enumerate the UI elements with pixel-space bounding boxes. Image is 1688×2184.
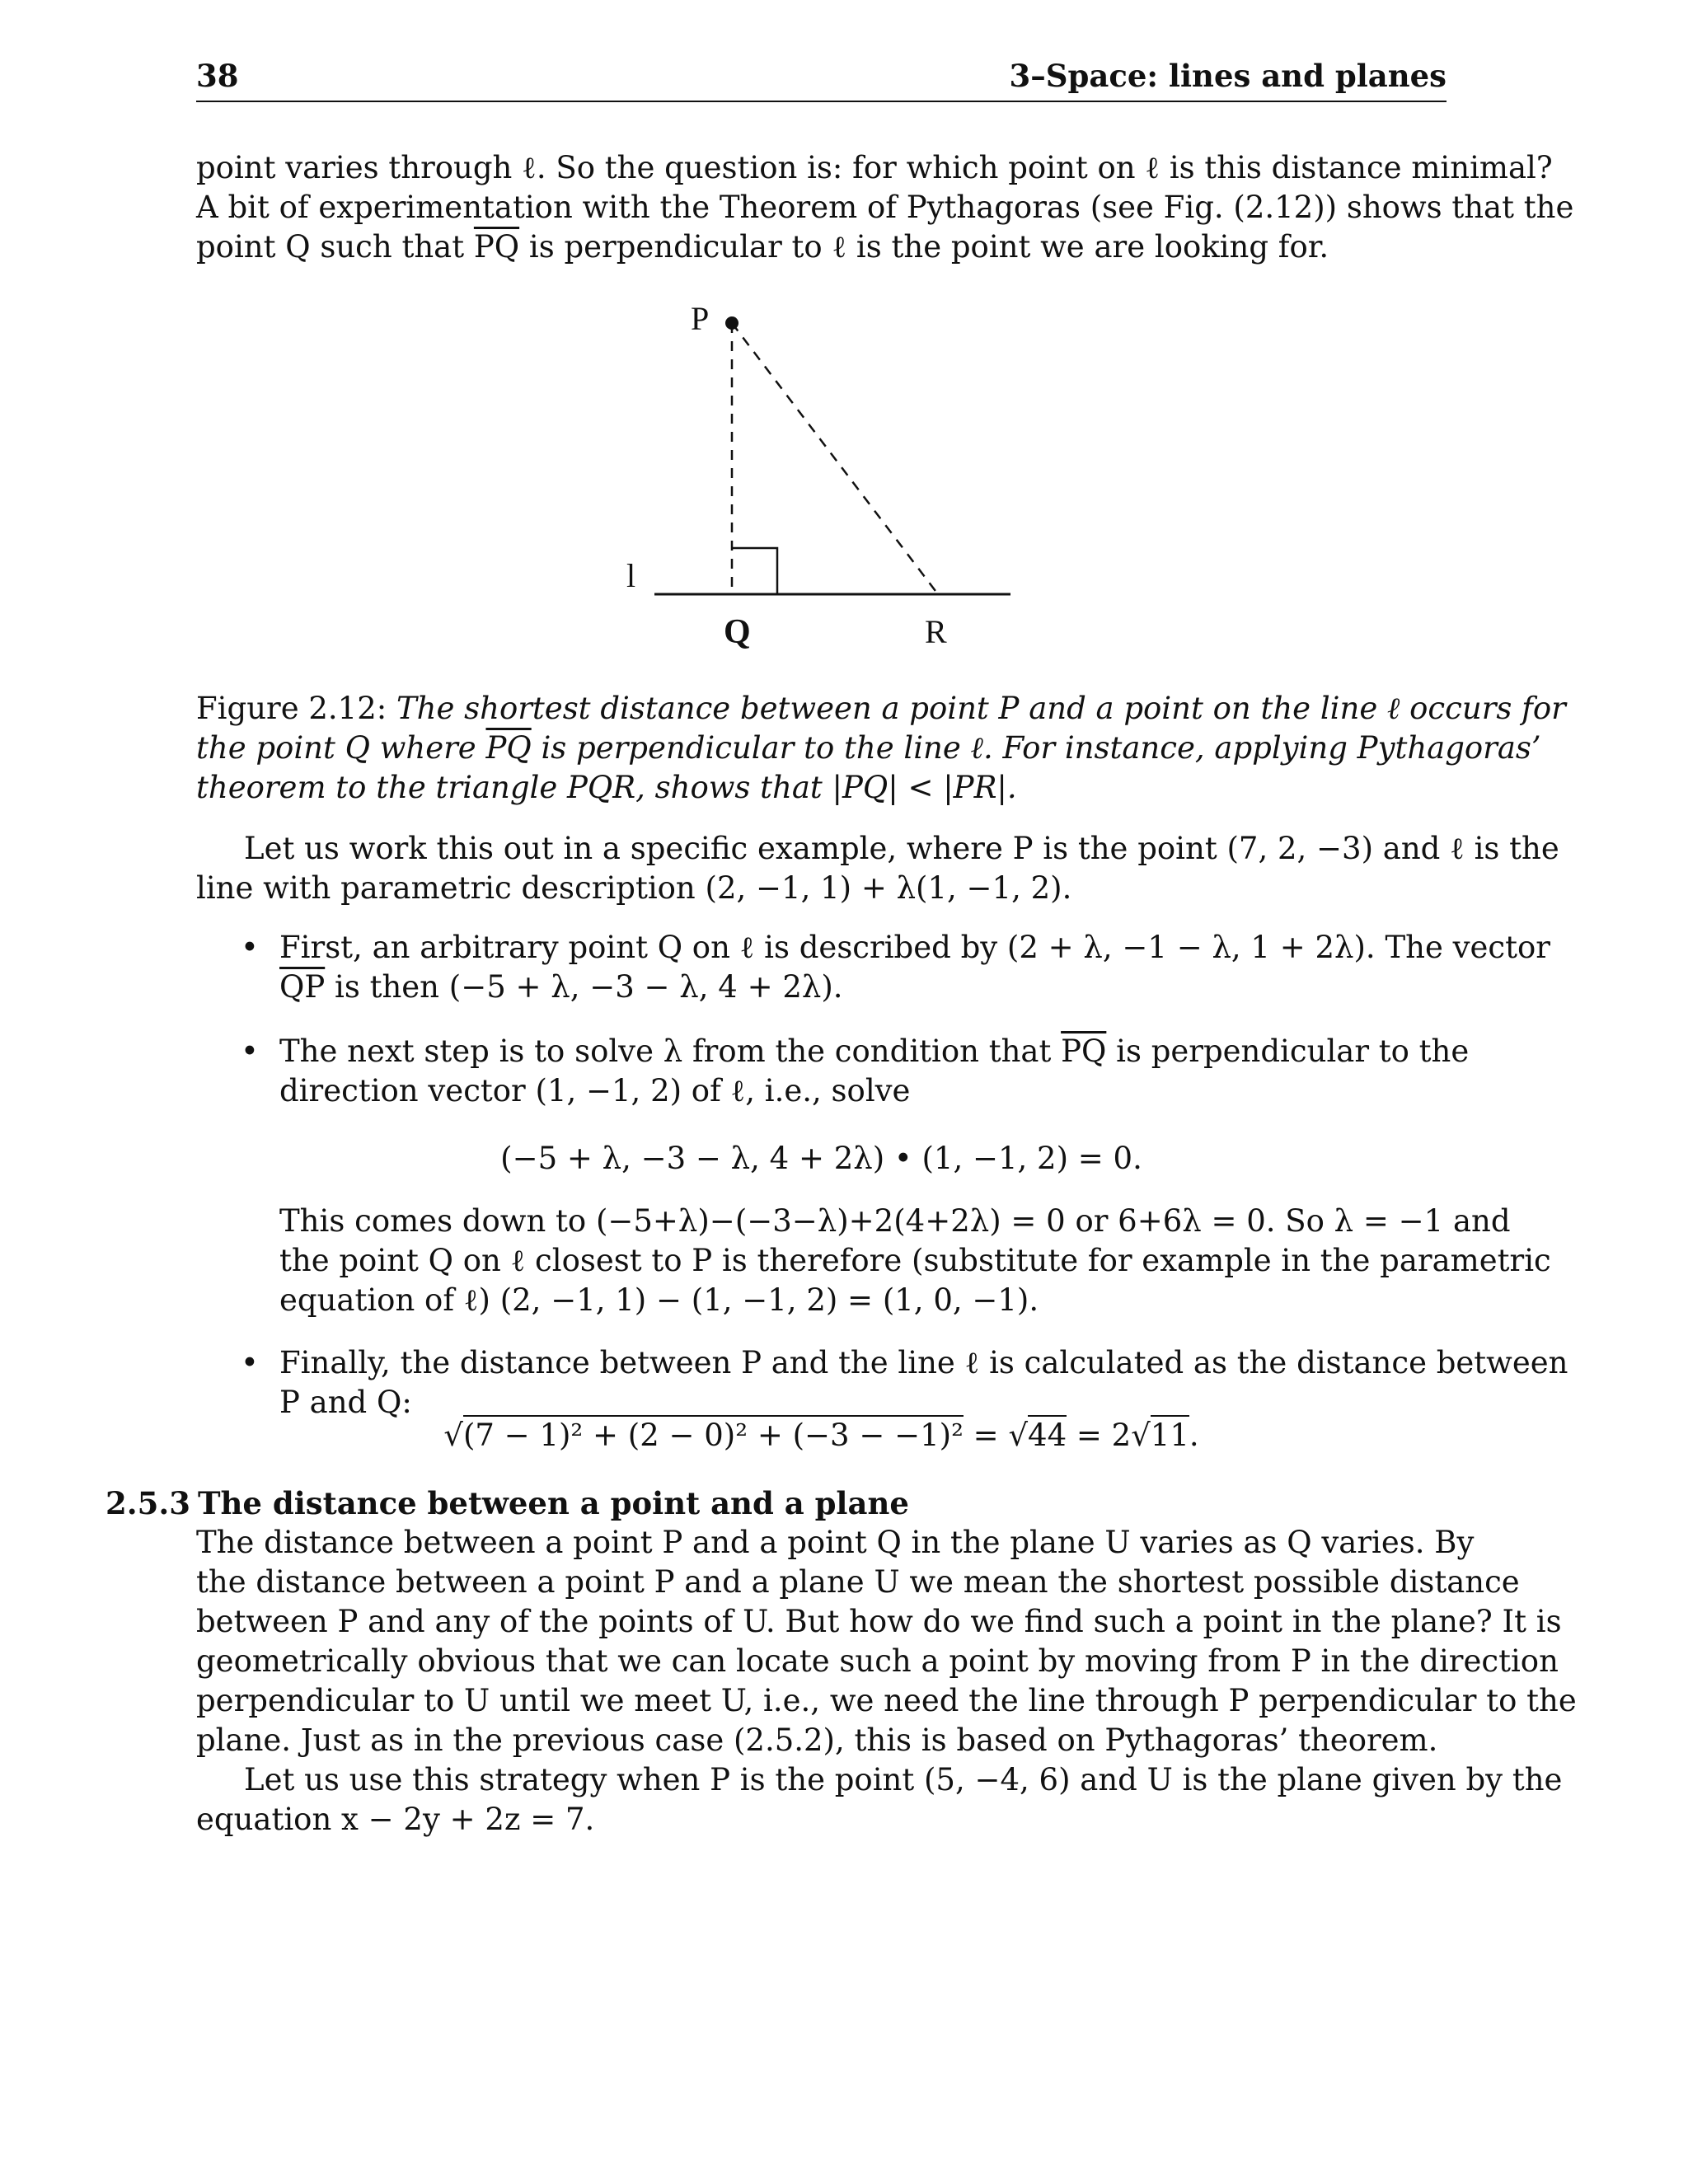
equation-text: = √ <box>963 1418 1029 1453</box>
section-line: the distance between a point P and a plane U we mean the shortest possible distance <box>196 1564 1520 1600</box>
section-line: perpendicular to U until we meet U, i.e., we need the line through P perpendicular to the <box>196 1683 1577 1718</box>
caption-text: The shortest distance between a point P and a point on the line ℓ occurs for <box>396 691 1566 726</box>
caption-text: the point Q where <box>196 730 486 766</box>
bullet-2-after-1: This comes down to (−5+λ)−(−3−λ)+2(4+2λ) = 0 or 6+6λ = 0. So λ = −1 and <box>279 1203 1511 1239</box>
right-angle-marker <box>732 548 777 594</box>
point-p <box>725 316 738 330</box>
caption-label: Figure 2.12: <box>196 691 387 726</box>
running-header <box>196 54 1447 102</box>
figure-2-12 <box>608 297 1070 668</box>
equation-text: = 2√ <box>1067 1418 1151 1453</box>
intro-text: is perpendicular to ℓ is the point we are looking for. <box>519 229 1329 265</box>
bullet-1-line-2 <box>279 968 1447 1007</box>
example-paragraph <box>196 829 1559 908</box>
sqrt-radicand: 11 <box>1151 1415 1189 1453</box>
label-q: Q <box>724 613 751 651</box>
segment-pq: $\overline{PQ}$ <box>473 229 520 265</box>
bullet-2-line-2: direction vector (1, −1, 2) of ℓ, i.e., solve <box>279 1073 911 1108</box>
section-line: between P and any of the points of U. But how do we find such a point in the plane? It is <box>196 1604 1562 1639</box>
bullet-text: The next step is to solve λ from the condition that <box>279 1033 1062 1069</box>
sqrt-radicand: 44 <box>1028 1415 1067 1453</box>
intro-line-3 <box>196 227 1447 267</box>
bullet-2-after-2: the point Q on ℓ closest to P is therefore (substitute for example in the parametric <box>279 1243 1551 1278</box>
example-line-1: Let us work this out in a specific example, where P is the point (7, 2, −3) and ℓ is the <box>244 831 1559 866</box>
caption-line-2 <box>196 729 1541 768</box>
intro-paragraph <box>196 148 1574 267</box>
intro-text: point Q such that <box>196 229 474 265</box>
section-title: The distance between a point and a plane <box>198 1485 909 1521</box>
section-paragraph-2 <box>196 1760 1563 1840</box>
bullet-2-line-1 <box>279 1032 1470 1071</box>
intro-line-2: A bit of experimentation with the Theorem of Pythagoras (see Fig. (2.12)) shows that the <box>196 190 1574 225</box>
intro-line-1: point varies through ℓ. So the question is: for which point on ℓ is this distance minimal? <box>196 150 1553 185</box>
segment-pr-dashed <box>732 323 938 594</box>
sqrt-radicand: (7 − 1)² + (2 − 0)² + (−3 − −1)² <box>463 1415 964 1453</box>
section-heading <box>106 1483 909 1523</box>
bullet-text <box>279 928 1550 1007</box>
bullet-text <box>279 1343 1568 1422</box>
label-p: P <box>691 300 710 337</box>
distance-equation <box>196 1416 1447 1455</box>
bullet-item-3 <box>241 1343 1568 1426</box>
section-line: Let us use this strategy when P is the point (5, −4, 6) and U is the plane given by the <box>244 1762 1563 1797</box>
bullet-text <box>279 1032 1470 1111</box>
bullet-1-line-1: First, an arbitrary point Q on ℓ is described by (2 + λ, −1 − λ, 1 + 2λ). The vector <box>279 930 1550 965</box>
label-r: R <box>925 613 947 650</box>
equation-text: . <box>1189 1418 1199 1453</box>
caption-line-3: theorem to the triangle PQR, shows that |PQ| < |PR|. <box>196 770 1017 805</box>
chapter-title: 3–Space: lines and planes <box>1009 58 1447 94</box>
sqrt-symbol: √ <box>443 1418 463 1453</box>
section-line: equation x − 2y + 2z = 7. <box>196 1802 595 1837</box>
vector-qp: $\overline{QP}$ <box>279 969 326 1005</box>
section-number: 2.5.3 <box>106 1485 190 1521</box>
segment-pq: $\overline{PQ}$ <box>485 730 532 766</box>
caption-line-1 <box>196 689 1566 729</box>
bullet-2-continuation <box>241 1202 1551 1325</box>
caption-text: is perpendicular to the line ℓ. For instance, applying Pythagoras’ <box>531 730 1541 766</box>
page-number: 38 <box>196 58 239 94</box>
bullet-marker: • <box>241 1345 259 1380</box>
bullet-3-line-2: P and Q: <box>279 1385 412 1420</box>
section-line: geometrically obvious that we can locate such a point by moving from P in the direction <box>196 1643 1559 1679</box>
bullet-marker: • <box>241 1033 259 1069</box>
bullet-marker: • <box>241 930 259 965</box>
bullet-2-after-3: equation of ℓ) (2, −1, 1) − (1, −1, 2) = (1, 0, −1). <box>279 1282 1039 1318</box>
bullet-text <box>279 1202 1551 1320</box>
label-l: l <box>626 557 636 594</box>
figure-2-12-diagram <box>608 297 1070 668</box>
segment-pq: $\overline{PQ}$ <box>1061 1033 1107 1069</box>
example-line-2: line with parametric description (2, −1, 1) + λ(1, −1, 2). <box>196 870 1072 906</box>
bullet-item-1 <box>241 928 1550 1010</box>
figure-caption <box>196 689 1566 808</box>
dot-product-equation: (−5 + λ, −3 − λ, 4 + 2λ) • (1, −1, 2) = 0. <box>500 1141 1142 1176</box>
section-paragraph-1 <box>196 1523 1577 1760</box>
section-line: The distance between a point P and a point Q in the plane U varies as Q varies. By <box>196 1525 1475 1560</box>
bullet-text: is then (−5 + λ, −3 − λ, 4 + 2λ). <box>325 969 843 1005</box>
bullet-3-line-1: Finally, the distance between P and the line ℓ is calculated as the distance between <box>279 1345 1568 1380</box>
bullet-text: is perpendicular to the <box>1106 1033 1470 1069</box>
section-line: plane. Just as in the previous case (2.5.2), this is based on Pythagoras’ theorem. <box>196 1722 1438 1758</box>
